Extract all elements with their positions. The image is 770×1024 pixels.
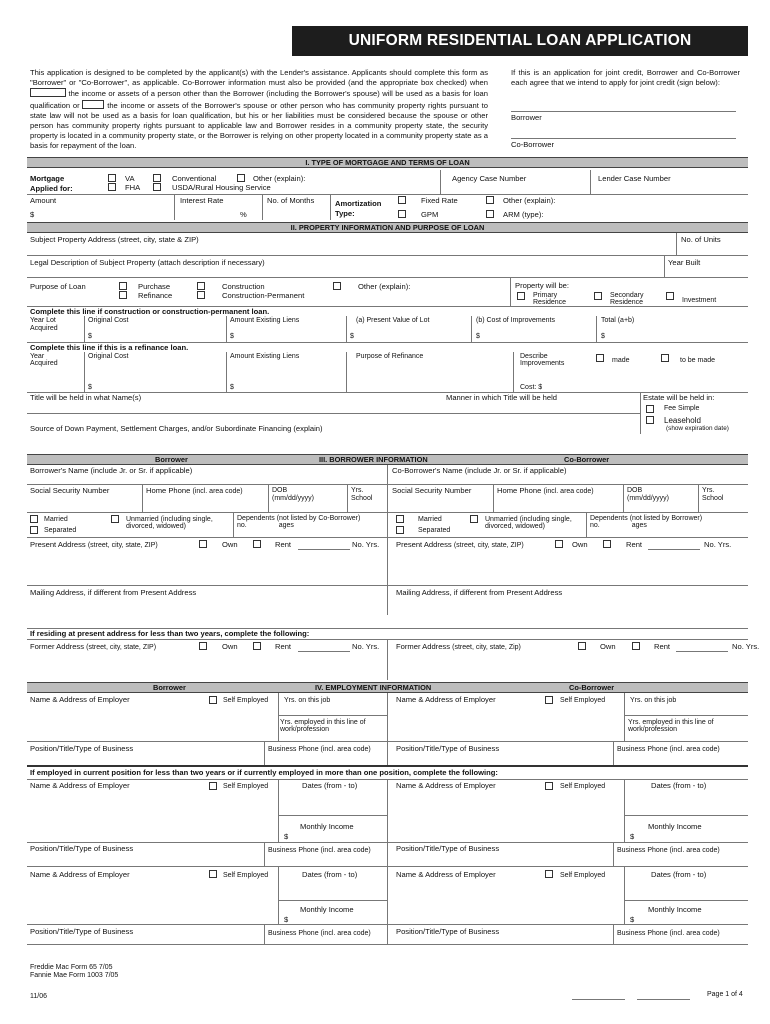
cb-self-employed-3-checkbox[interactable] <box>545 870 553 878</box>
leasehold-checkbox[interactable] <box>646 416 654 424</box>
other-mortgage-label: Other (explain): <box>253 174 306 183</box>
b-self-employed-label: Self Employed <box>223 697 269 704</box>
original-cost-dollar: $ <box>88 333 92 340</box>
cb-yrs-school-label: Yrs. School <box>702 487 724 502</box>
cost-improvements-label: (b) Cost of Improvements <box>476 317 555 324</box>
cb-position-label: Position/Title/Type of Business <box>396 744 500 753</box>
residing-label: If residing at present address for less than two years, complete the following: <box>30 629 310 638</box>
form-title: UNIFORM RESIDENTIAL LOAN APPLICATION <box>292 26 748 56</box>
b-former-own-checkbox[interactable] <box>199 642 207 650</box>
cb-home-phone-label: Home Phone (incl. area code) <box>497 486 594 495</box>
b-former-no-yrs-label: No. Yrs. <box>352 642 380 651</box>
b-biz-phone-label: Business Phone (incl. area code) <box>268 746 371 753</box>
lender-case-label: Lender Case Number <box>598 174 671 183</box>
b-biz-phone-3-label: Business Phone (incl. area code) <box>268 930 371 937</box>
present-value-label: (a) Present Value of Lot <box>356 317 430 324</box>
cb-self-employed-3-label: Self Employed <box>560 872 606 879</box>
b-own-checkbox[interactable] <box>199 540 207 548</box>
expiration-label: (show expiration date) <box>666 425 729 432</box>
mortgage-label: Mortgage <box>30 174 65 183</box>
b-self-employed-checkbox[interactable] <box>209 696 217 704</box>
cost-improvements-dollar: $ <box>476 333 480 340</box>
b-employer-3-label: Name & Address of Employer <box>30 870 130 879</box>
made-label: made <box>612 357 630 364</box>
cb-biz-phone-label: Business Phone (incl. area code) <box>617 746 720 753</box>
property-will-be-label: Property will be: <box>515 281 570 290</box>
page-number: Page 1 of 4 <box>707 991 743 998</box>
construction-checkbox[interactable] <box>197 282 205 290</box>
intro-p1: This application is designed to be completed by the applicant(s) with the Lender's assistance. Applicants should complete this form as "Borrower" or "Co-Borrower", as applicable. Co-Borrower information must also be provided (and the appropriate box checked) when <box>30 68 488 88</box>
subject-address-label: Subject Property Address (street, city, state & ZIP) <box>30 235 199 244</box>
b-dependents-label: Dependents (not listed by Co-Borrower) no. ages <box>237 515 361 529</box>
arm-label: ARM (type): <box>503 210 544 219</box>
cb-former-own-label: Own <box>600 642 616 651</box>
b-position-2-label: Position/Title/Type of Business <box>30 844 134 853</box>
cb-employer-2-label: Name & Address of Employer <box>396 781 496 790</box>
b-unmarried-label: Unmarried (including single, divorced, widowed) <box>126 516 213 530</box>
construction-perm-label: Construction-Permanent <box>222 291 305 300</box>
b-self-employed-2-label: Self Employed <box>223 783 269 790</box>
to-be-made-label: to be made <box>680 357 716 364</box>
refinance-checkbox[interactable] <box>119 291 127 299</box>
improvements-made-checkbox[interactable] <box>596 354 604 362</box>
title-names-label: Title will be held in what Name(s) <box>30 393 142 402</box>
fha-label: FHA <box>125 183 141 192</box>
b-former-address-label: Former Address (street, city, state, ZIP) <box>30 642 157 651</box>
cb-monthly-income-2-dollar: $ <box>630 832 635 841</box>
b-present-address-label: Present Address (street, city, state, ZIP) <box>30 540 158 549</box>
other-amortization-checkbox[interactable] <box>486 196 494 204</box>
less-than-two-label: If employed in current position for less than two years or if currently employed in more than one position, complete the following: <box>30 768 498 777</box>
cb-former-own-checkbox[interactable] <box>578 642 586 650</box>
fee-simple-checkbox[interactable] <box>646 405 654 413</box>
other-mortgage-checkbox[interactable] <box>237 174 245 182</box>
cb-dates-2-label: Dates (from - to) <box>651 781 707 790</box>
cb-unmarried-label: Unmarried (including single, divorced, widowed) <box>485 516 572 530</box>
total-dollar: $ <box>601 333 605 340</box>
section-2-header: II. PROPERTY INFORMATION AND PURPOSE OF LOAN <box>27 222 748 233</box>
refi-acquired-label: Acquired <box>30 360 58 367</box>
revision-date: 11/06 <box>30 993 47 1000</box>
b-employer-2-label: Name & Address of Employer <box>30 781 130 790</box>
source-down-payment-label: Source of Down Payment, Settlement Charges, and/or Subordinate Financing (explain) <box>30 424 323 433</box>
b-own-label: Own <box>222 540 238 549</box>
primary-label: Primary Residence <box>533 292 567 306</box>
fixed-rate-checkbox[interactable] <box>398 196 406 204</box>
fha-checkbox[interactable] <box>108 183 116 191</box>
interest-rate-label: Interest Rate <box>180 196 224 205</box>
cb-monthly-income-3-label: Monthly Income <box>648 905 702 914</box>
fixed-rate-label: Fixed Rate <box>421 196 458 205</box>
coborrower-signature-line[interactable] <box>511 138 736 139</box>
legal-desc-label: Legal Description of Subject Property (attach description if necessary) <box>30 258 265 267</box>
section-3-header: Borrower III. BORROWER INFORMATION Co-Borrower <box>27 454 748 465</box>
coborrower-initials-line[interactable] <box>637 999 690 1000</box>
b-unmarried-checkbox[interactable] <box>111 515 119 523</box>
acquired-label: Acquired <box>30 325 58 332</box>
usda-label: USDA/Rural Housing Service <box>172 183 271 192</box>
b-rent-checkbox[interactable] <box>253 540 261 548</box>
other-amortization-label: Other (explain): <box>503 196 556 205</box>
applied-for-label: Applied for: <box>30 184 73 193</box>
conventional-checkbox[interactable] <box>153 174 161 182</box>
joint-borrower-label: Borrower <box>511 113 542 122</box>
b-married-checkbox[interactable] <box>30 515 38 523</box>
cb-mailing-label: Mailing Address, if different from Present Address <box>396 588 563 597</box>
year-built-label: Year Built <box>668 258 701 267</box>
cb-yrs-job-label: Yrs. on this job <box>630 697 677 704</box>
refinance-label: Refinance <box>138 291 173 300</box>
b-position-3-label: Position/Title/Type of Business <box>30 927 134 936</box>
estate-label: Estate will be held in: <box>643 393 715 402</box>
leasehold-label: Leasehold <box>664 416 701 425</box>
refi-existing-liens-dollar: $ <box>230 384 234 391</box>
cb-own-label: Own <box>572 540 588 549</box>
present-value-dollar: $ <box>350 333 354 340</box>
cb-separated-checkbox[interactable] <box>396 526 404 534</box>
refi-existing-liens-label: Amount Existing Liens <box>230 353 300 360</box>
cb-self-employed-label: Self Employed <box>560 697 606 704</box>
section-1-header: I. TYPE OF MORTGAGE AND TERMS OF LOAN <box>27 157 748 168</box>
refi-original-cost-label: Original Cost <box>88 353 129 360</box>
borrower-signature-line[interactable] <box>511 111 736 112</box>
va-checkbox[interactable] <box>108 174 116 182</box>
cb-dates-3-label: Dates (from - to) <box>651 870 707 879</box>
arm-checkbox[interactable] <box>486 210 494 218</box>
conventional-label: Conventional <box>172 174 217 183</box>
b-position-label: Position/Title/Type of Business <box>30 744 134 753</box>
cb-employer-3-label: Name & Address of Employer <box>396 870 496 879</box>
agency-case-label: Agency Case Number <box>452 174 527 183</box>
secondary-label: Secondary Residence <box>610 292 644 306</box>
existing-liens-label: Amount Existing Liens <box>230 317 300 324</box>
cb-position-3-label: Position/Title/Type of Business <box>396 927 500 936</box>
b-yrs-job-label: Yrs. on this job <box>284 697 331 704</box>
b-biz-phone-2-label: Business Phone (incl. area code) <box>268 847 371 854</box>
joint-credit-text: If this is an application for joint credit, Borrower and Co-Borrower each agree that we intend to apply for joint credit (sign below): <box>511 68 740 88</box>
intro-p2: the income or assets of a person other than the Borrower (including the Borrower's spouse) will be used as a basis for loan qualification or <box>30 89 488 110</box>
gpm-label: GPM <box>421 210 439 219</box>
cb-rent-label: Rent <box>626 540 643 549</box>
cb-monthly-income-3-dollar: $ <box>630 915 635 924</box>
b-monthly-income-2-label: Monthly Income <box>300 822 354 831</box>
cb-former-rent-checkbox[interactable] <box>632 642 640 650</box>
cb-self-employed-checkbox[interactable] <box>545 696 553 704</box>
existing-liens-dollar: $ <box>230 333 234 340</box>
amount-dollar: $ <box>30 210 35 219</box>
b-yrs-school-label: Yrs. School <box>351 487 373 502</box>
cb-former-no-yrs-label: No. Yrs. <box>732 642 760 651</box>
cb-yrs-line-label: Yrs. employed in this line of work/profession <box>628 719 714 733</box>
b-monthly-income-3-label: Monthly Income <box>300 905 354 914</box>
fee-simple-label: Fee Simple <box>664 405 700 412</box>
b-dob-label: DOB (mm/dd/yyyy) <box>272 487 314 502</box>
improvements-to-be-made-checkbox[interactable] <box>661 354 669 362</box>
cb-rent-checkbox[interactable] <box>603 540 611 548</box>
b-dates-3-label: Dates (from - to) <box>302 870 358 879</box>
b-no-yrs-label: No. Yrs. <box>352 540 380 549</box>
b-former-rent-label: Rent <box>275 642 292 651</box>
interest-rate-pct: % <box>240 210 247 219</box>
b-home-phone-label: Home Phone (incl. area code) <box>146 486 243 495</box>
cb-present-address-label: Present Address (street, city, state, ZIP) <box>396 540 524 549</box>
refi-original-cost-dollar: $ <box>88 384 92 391</box>
describe-improvements-label: Describe Improvements <box>520 353 565 367</box>
cb-position-2-label: Position/Title/Type of Business <box>396 844 500 853</box>
borrower-name-label: Borrower's Name (include Jr. or Sr. if applicable) <box>30 466 193 475</box>
cb-former-address-label: Former Address (street, city, state, Zip) <box>396 642 521 651</box>
cb-biz-phone-3-label: Business Phone (incl. area code) <box>617 930 720 937</box>
other-purpose-label: Other (explain): <box>358 282 411 291</box>
construction-line-label: Complete this line if construction or construction-permanent loan. <box>30 307 270 316</box>
usda-checkbox[interactable] <box>153 183 161 191</box>
amount-label: Amount <box>30 196 57 205</box>
joint-coborrower-label: Co-Borrower <box>511 140 555 149</box>
cb-ssn-label: Social Security Number <box>392 486 472 495</box>
intro-p3: the income or assets of the Borrower's spouse or other person who has community property rights pursuant to state law will not be used as a basis for loan qualification, but his or her liabilities must be considered because the spouse or other person has community property rights pursuant to applicable law and Borrower resides in a community property state, the security property is located in a community property state, or the Borrower is relying on other property located in a community property state as a basis for repayment of the loan. <box>30 100 488 151</box>
construction-perm-checkbox[interactable] <box>197 291 205 299</box>
amortization-type-label: Type: <box>335 209 355 218</box>
b-rent-label: Rent <box>275 540 292 549</box>
b-yrs-line-label: Yrs. employed in this line of work/profession <box>280 719 366 733</box>
b-mailing-label: Mailing Address, if different from Present Address <box>30 588 197 597</box>
b-married-label: Married <box>44 516 68 523</box>
cb-self-employed-2-checkbox[interactable] <box>545 782 553 790</box>
b-self-employed-3-label: Self Employed <box>223 872 269 879</box>
b-self-employed-2-checkbox[interactable] <box>209 782 217 790</box>
intro-text <box>30 68 488 152</box>
amortization-label: Amortization <box>335 199 382 208</box>
freddie-form-label: Freddie Mac Form 65 7/05 <box>30 964 113 971</box>
box-community-property-checkbox[interactable] <box>82 100 104 109</box>
gpm-checkbox[interactable] <box>398 210 406 218</box>
investment-checkbox[interactable] <box>666 292 674 300</box>
borrower-initials-line[interactable] <box>572 999 625 1000</box>
primary-residence-checkbox[interactable] <box>517 292 525 300</box>
original-cost-label: Original Cost <box>88 317 129 324</box>
b-former-own-label: Own <box>222 642 238 651</box>
other-purpose-checkbox[interactable] <box>333 282 341 290</box>
purchase-checkbox[interactable] <box>119 282 127 290</box>
va-label: VA <box>125 174 135 183</box>
cb-unmarried-checkbox[interactable] <box>470 515 478 523</box>
total-label: Total (a+b) <box>601 317 635 324</box>
cb-married-label: Married <box>418 516 442 523</box>
secondary-residence-checkbox[interactable] <box>594 292 602 300</box>
b-employer-label: Name & Address of Employer <box>30 695 130 704</box>
cb-monthly-income-2-label: Monthly Income <box>648 822 702 831</box>
b-self-employed-3-checkbox[interactable] <box>209 870 217 878</box>
b-dates-2-label: Dates (from - to) <box>302 781 358 790</box>
coborrower-name-label: Co-Borrower's Name (include Jr. or Sr. if applicable) <box>392 466 567 475</box>
section-4-header: Borrower IV. EMPLOYMENT INFORMATION Co-Borrower <box>27 682 748 693</box>
cb-dependents-label: Dependents (not listed by Borrower) no. ages <box>590 515 703 529</box>
b-former-rent-checkbox[interactable] <box>253 642 261 650</box>
cb-own-checkbox[interactable] <box>555 540 563 548</box>
purpose-refi-label: Purpose of Refinance <box>356 353 424 360</box>
b-separated-checkbox[interactable] <box>30 526 38 534</box>
year-lot-label: Year Lot <box>30 317 56 324</box>
months-label: No. of Months <box>267 196 315 205</box>
cb-former-rent-label: Rent <box>654 642 671 651</box>
cb-self-employed-2-label: Self Employed <box>560 783 606 790</box>
box-spouse-income-checkbox[interactable] <box>30 88 66 97</box>
cb-separated-label: Separated <box>418 527 451 534</box>
fannie-form-label: Fannie Mae Form 1003 7/05 <box>30 972 119 979</box>
b-monthly-income-3-dollar: $ <box>284 915 289 924</box>
cb-no-yrs-label: No. Yrs. <box>704 540 732 549</box>
improvement-cost-label: Cost: $ <box>520 384 543 391</box>
investment-label: Investment <box>682 297 717 304</box>
cb-employer-label: Name & Address of Employer <box>396 695 496 704</box>
refi-line-label: Complete this line if this is a refinance loan. <box>30 343 189 352</box>
b-monthly-income-2-dollar: $ <box>284 832 289 841</box>
refi-year-label: Year <box>30 353 45 360</box>
cb-married-checkbox[interactable] <box>396 515 404 523</box>
b-ssn-label: Social Security Number <box>30 486 110 495</box>
cb-biz-phone-2-label: Business Phone (incl. area code) <box>617 847 720 854</box>
manner-title-label: Manner in which Title will be held <box>446 393 558 402</box>
purpose-label: Purpose of Loan <box>30 282 86 291</box>
purchase-label: Purchase <box>138 282 171 291</box>
construction-label: Construction <box>222 282 265 291</box>
units-label: No. of Units <box>681 235 721 244</box>
cb-dob-label: DOB (mm/dd/yyyy) <box>627 487 669 502</box>
b-separated-label: Separated <box>44 527 77 534</box>
